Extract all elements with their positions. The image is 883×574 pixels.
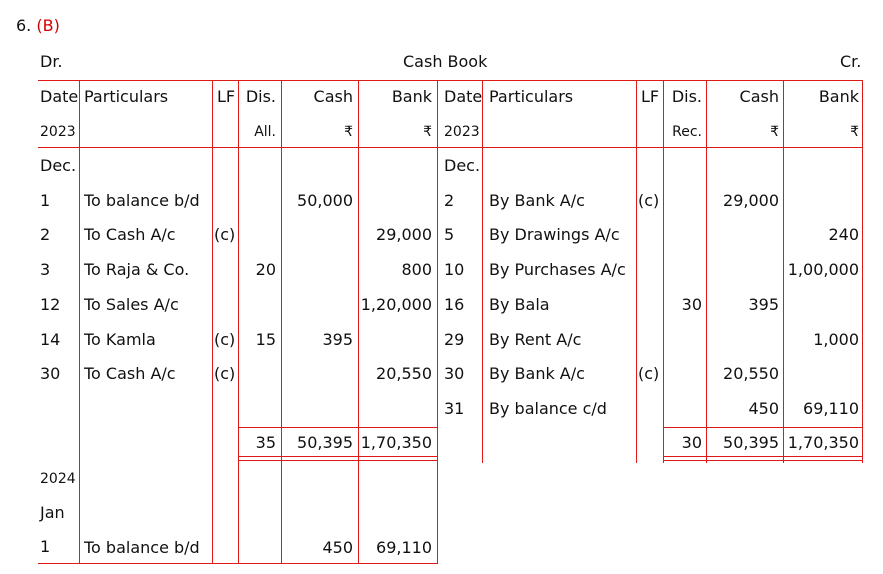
left-header-cash: Cash (313, 87, 353, 106)
right-entry-date: 16 (444, 294, 465, 314)
left-entry-date: 2 (40, 225, 51, 245)
right-header-cash: Cash (739, 87, 779, 106)
right-totals-top-rule (663, 427, 863, 428)
left-col-rule-particulars (79, 80, 80, 563)
left-header-discount-sub: All. (254, 124, 276, 140)
left-entry-particulars: To Sales A/c (84, 294, 179, 314)
right-header-discount: Dis. (671, 87, 702, 106)
left-header-bank-unit: ₹ (423, 124, 432, 140)
right-entry-cash: 20,550 (723, 364, 779, 384)
opening-date: Jan (40, 503, 65, 522)
right-entry-date: 31 (444, 398, 465, 418)
right-header-bank-unit: ₹ (850, 124, 859, 140)
opening-date: 2024 (40, 471, 76, 487)
right-header-date: Date (444, 87, 483, 106)
left-header-date: Date (40, 87, 79, 106)
left-entry-discount: 15 (255, 329, 276, 349)
bottom-rule (38, 563, 438, 564)
opening-bank: 69,110 (376, 538, 432, 557)
right-header-bank: Bank (818, 87, 859, 106)
left-entry-bank: 20,550 (376, 364, 432, 384)
left-col-rule-bank (358, 80, 359, 563)
left-total-bank: 1,70,350 (360, 433, 432, 452)
right-entry-particulars: By Rent A/c (489, 329, 582, 349)
left-col-rule-dis (238, 80, 239, 563)
right-col-rule-lf (636, 80, 637, 463)
left-entry-date: 1 (40, 190, 51, 210)
left-header-particulars: Particulars (84, 87, 169, 106)
opening-particulars: To balance b/d (84, 538, 200, 557)
right-header-particulars: Particulars (489, 87, 574, 106)
right-header-year: 2023 (444, 124, 480, 140)
right-entry-cash: 395 (748, 294, 779, 314)
right-entry-cash: 29,000 (723, 190, 779, 210)
left-total-cash: 50,395 (297, 433, 353, 452)
right-entry-bank: 240 (828, 225, 859, 245)
right-entry-particulars: By Drawings A/c (489, 225, 620, 245)
right-total-bank: 1,70,350 (787, 433, 859, 452)
right-entry-lf: (c) (638, 364, 660, 384)
right-header-lf: LF (641, 87, 660, 106)
left-header-cash-unit: ₹ (344, 124, 353, 140)
right-entry-date: 5 (444, 225, 455, 245)
left-entry-bank: 800 (401, 260, 432, 280)
right-totals-double-rule-1 (663, 456, 863, 457)
left-entry-date: 14 (40, 329, 61, 349)
left-col-rule-mid (437, 80, 438, 563)
right-entry-particulars: By Purchases A/c (489, 260, 626, 280)
debit-label: Dr. (40, 52, 63, 71)
left-totals-top-rule (238, 427, 438, 428)
right-entry-date: 2 (444, 190, 455, 210)
left-header-lf: LF (217, 87, 236, 106)
left-col-rule-cash (281, 80, 282, 563)
right-totals-double-rule-2 (663, 460, 863, 461)
left-entry-cash: 50,000 (297, 190, 353, 210)
right-entry-particulars: By Bank A/c (489, 190, 585, 210)
left-entry-lf: (c) (214, 225, 236, 245)
header-bottom-rule (38, 147, 863, 148)
right-entry-particulars: By Bank A/c (489, 364, 585, 384)
left-entry-particulars: To Kamla (84, 329, 156, 349)
left-entry-discount: 20 (255, 260, 276, 280)
right-entry-bank: 1,000 (813, 329, 859, 349)
right-entry-bank: 69,110 (803, 398, 859, 418)
left-header-discount: Dis. (245, 87, 276, 106)
left-totals-double-rule-2 (238, 460, 438, 461)
right-entry-cash: 450 (748, 398, 779, 418)
right-total-cash: 50,395 (723, 433, 779, 452)
right-entry-particulars: By balance c/d (489, 398, 607, 418)
left-col-rule-lf (212, 80, 213, 563)
left-entry-particulars: To Raja & Co. (84, 260, 190, 280)
right-col-rule-particulars (482, 80, 483, 463)
right-entry-lf: (c) (638, 190, 660, 210)
left-entry-date: 30 (40, 364, 61, 384)
right-entry-date: 30 (444, 364, 465, 384)
left-total-discount: 35 (255, 433, 276, 452)
question-label: (B) (36, 16, 60, 35)
left-entry-date: Dec. (40, 156, 77, 175)
opening-cash: 450 (322, 538, 353, 557)
header-top-rule (38, 80, 863, 81)
left-entry-bank: 29,000 (376, 225, 432, 245)
left-entry-lf: (c) (214, 364, 236, 384)
opening-date: 1 (40, 537, 51, 556)
left-entry-bank: 1,20,000 (360, 294, 432, 314)
left-entry-date: 3 (40, 260, 51, 280)
left-totals-double-rule-1 (238, 456, 438, 457)
right-header-discount-sub: Rec. (672, 124, 702, 140)
right-entry-discount: 30 (681, 294, 702, 314)
right-entry-date: Dec. (444, 156, 481, 175)
right-total-discount: 30 (681, 433, 702, 452)
right-header-cash-unit: ₹ (770, 124, 779, 140)
right-entry-particulars: By Bala (489, 294, 550, 314)
left-entry-cash: 395 (322, 329, 353, 349)
left-entry-particulars: To Cash A/c (84, 364, 176, 384)
credit-label: Cr. (840, 52, 862, 71)
right-entry-date: 10 (444, 260, 465, 280)
cash-book-title: Cash Book (403, 52, 488, 71)
left-header-bank: Bank (391, 87, 432, 106)
question-num: 6. (16, 16, 32, 35)
left-entry-particulars: To Cash A/c (84, 225, 176, 245)
right-col-rule-end (862, 80, 863, 463)
left-entry-particulars: To balance b/d (84, 190, 200, 210)
left-entry-date: 12 (40, 294, 61, 314)
left-header-year: 2023 (40, 124, 76, 140)
right-entry-date: 29 (444, 329, 465, 349)
right-entry-bank: 1,00,000 (787, 260, 859, 280)
left-entry-lf: (c) (214, 329, 236, 349)
